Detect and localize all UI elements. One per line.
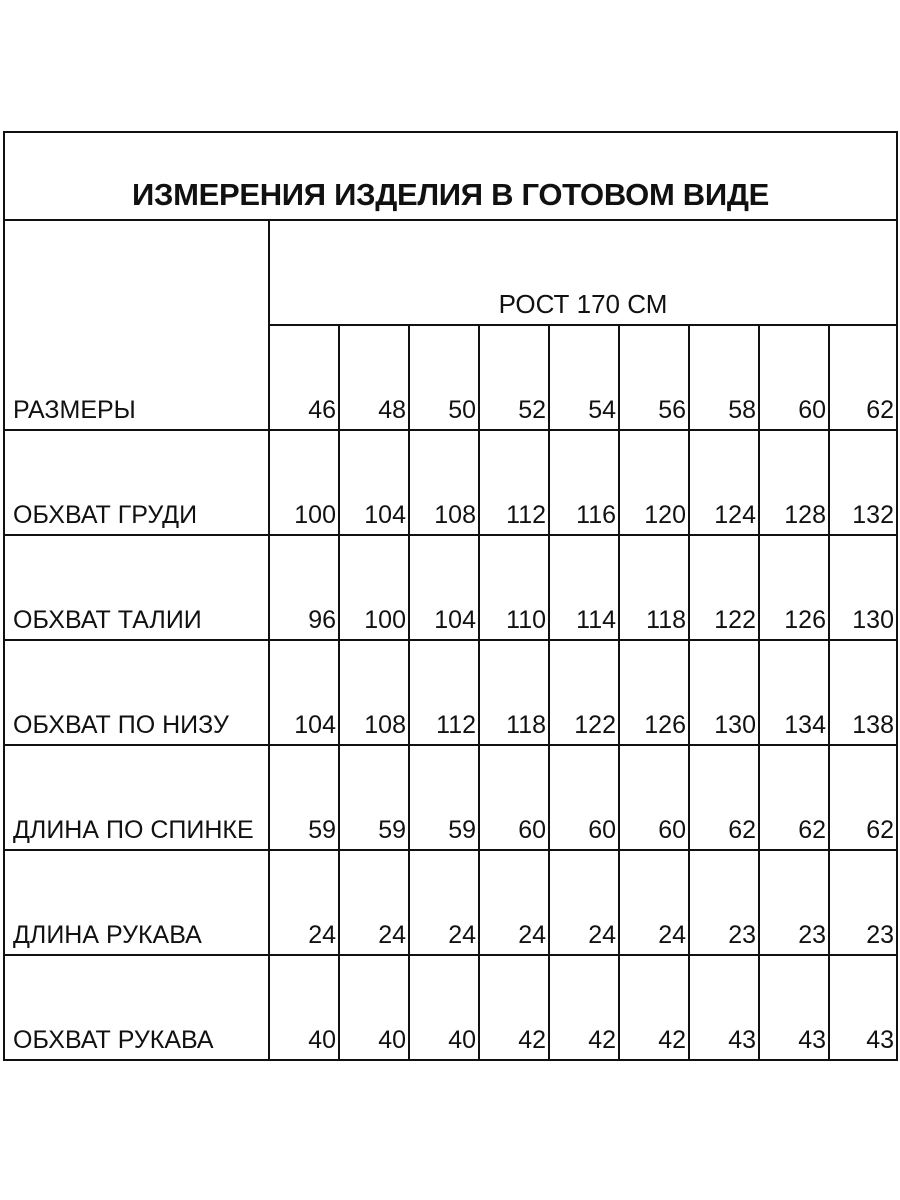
measurement-value: 122	[574, 711, 616, 739]
value-cell	[619, 430, 689, 535]
value-cell	[689, 535, 759, 640]
value-cell	[479, 850, 549, 955]
measurement-value: 23	[866, 921, 894, 949]
value-cell	[619, 640, 689, 745]
size-cell	[339, 325, 409, 430]
value-cell	[829, 850, 897, 955]
value-cell	[759, 850, 829, 955]
measurement-value: 60	[518, 816, 546, 844]
row-label-cell	[4, 535, 269, 640]
measurement-value: 126	[644, 711, 686, 739]
measurement-value: 100	[364, 606, 406, 634]
measurement-value: 59	[308, 816, 336, 844]
measurement-value: 42	[658, 1026, 686, 1054]
table-title	[4, 132, 897, 220]
size-cell	[269, 325, 339, 430]
value-cell	[689, 955, 759, 1060]
measurement-value: 24	[588, 921, 616, 949]
measurement-value: 104	[364, 501, 406, 529]
table-row	[4, 535, 897, 640]
value-cell	[689, 430, 759, 535]
measurement-value: 120	[644, 501, 686, 529]
row-label-cell	[4, 640, 269, 745]
measurements-table-container	[3, 131, 896, 1066]
size-value: 48	[378, 396, 406, 424]
measurement-value: 24	[378, 921, 406, 949]
value-cell	[479, 535, 549, 640]
measurement-value: 62	[728, 816, 756, 844]
measurement-value: 43	[866, 1026, 894, 1054]
measurement-value: 24	[658, 921, 686, 949]
value-cell	[339, 430, 409, 535]
size-value: 56	[658, 396, 686, 424]
row-label: ОБХВАТ ТАЛИИ	[13, 606, 202, 634]
row-label-cell	[4, 430, 269, 535]
measurement-value: 104	[434, 606, 476, 634]
size-value: 52	[518, 396, 546, 424]
measurement-value: 130	[714, 711, 756, 739]
value-cell	[409, 745, 479, 850]
value-cell	[339, 640, 409, 745]
value-cell	[829, 430, 897, 535]
value-cell	[269, 745, 339, 850]
value-cell	[689, 745, 759, 850]
measurement-value: 43	[728, 1026, 756, 1054]
measurement-value: 112	[436, 711, 476, 739]
table-row	[4, 640, 897, 745]
size-cell	[409, 325, 479, 430]
value-cell	[549, 430, 619, 535]
measurement-value: 126	[784, 606, 826, 634]
value-cell	[479, 955, 549, 1060]
value-cell	[829, 745, 897, 850]
size-value: 50	[448, 396, 476, 424]
value-cell	[269, 955, 339, 1060]
measurement-value: 130	[852, 606, 894, 634]
measurements-table	[3, 131, 898, 1061]
value-cell	[269, 430, 339, 535]
measurement-value: 24	[308, 921, 336, 949]
measurement-value: 124	[714, 501, 756, 529]
row-label: ДЛИНА РУКАВА	[13, 921, 202, 949]
measurement-value: 43	[798, 1026, 826, 1054]
title-row	[4, 132, 897, 220]
measurement-value: 42	[518, 1026, 546, 1054]
size-value: 58	[728, 396, 756, 424]
row-label-cell	[4, 850, 269, 955]
measurement-value: 108	[364, 711, 406, 739]
measurement-value: 40	[378, 1026, 406, 1054]
value-cell	[409, 430, 479, 535]
value-cell	[409, 955, 479, 1060]
value-cell	[549, 745, 619, 850]
size-value: 62	[866, 396, 894, 424]
measurement-value: 114	[576, 606, 616, 634]
value-cell	[829, 955, 897, 1060]
size-value: 46	[308, 396, 336, 424]
size-cell	[759, 325, 829, 430]
value-cell	[619, 745, 689, 850]
measurement-value: 116	[576, 501, 616, 529]
measurement-value: 138	[852, 711, 894, 739]
row-label: ОБХВАТ ПО НИЗУ	[13, 711, 229, 739]
table-row	[4, 745, 897, 850]
value-cell	[549, 640, 619, 745]
value-cell	[409, 850, 479, 955]
measurement-value: 40	[448, 1026, 476, 1054]
row-label-cell	[4, 955, 269, 1060]
value-cell	[479, 430, 549, 535]
value-cell	[759, 955, 829, 1060]
measurement-value: 104	[294, 711, 336, 739]
height-header	[269, 220, 897, 325]
measurement-value: 132	[852, 501, 894, 529]
value-cell	[269, 850, 339, 955]
value-cell	[619, 535, 689, 640]
table-row	[4, 850, 897, 955]
value-cell	[269, 640, 339, 745]
size-cell	[829, 325, 897, 430]
measurement-value: 128	[784, 501, 826, 529]
value-cell	[479, 640, 549, 745]
measurement-value: 40	[308, 1026, 336, 1054]
value-cell	[829, 535, 897, 640]
value-cell	[549, 955, 619, 1060]
size-value: 54	[588, 396, 616, 424]
measurement-value: 108	[434, 501, 476, 529]
value-cell	[689, 850, 759, 955]
measurement-value: 62	[798, 816, 826, 844]
height-label: РОСТ 170 СМ	[498, 289, 668, 319]
value-cell	[339, 745, 409, 850]
measurement-value: 100	[294, 501, 336, 529]
size-cell	[549, 325, 619, 430]
sizes-label: РАЗМЕРЫ	[13, 396, 136, 424]
measurement-value: 23	[728, 921, 756, 949]
table-row	[4, 430, 897, 535]
value-cell	[689, 640, 759, 745]
value-cell	[759, 430, 829, 535]
size-value: 60	[798, 396, 826, 424]
value-cell	[759, 535, 829, 640]
measurement-value: 59	[378, 816, 406, 844]
value-cell	[339, 955, 409, 1060]
measurement-value: 122	[714, 606, 756, 634]
value-cell	[549, 850, 619, 955]
size-cell	[619, 325, 689, 430]
height-row	[4, 220, 897, 325]
value-cell	[549, 535, 619, 640]
value-cell	[339, 850, 409, 955]
measurement-value: 24	[518, 921, 546, 949]
measurement-value: 23	[798, 921, 826, 949]
value-cell	[269, 535, 339, 640]
measurement-value: 134	[784, 711, 826, 739]
measurement-value: 60	[588, 816, 616, 844]
value-cell	[619, 850, 689, 955]
sizes-label-cell	[4, 220, 269, 430]
size-cell	[479, 325, 549, 430]
row-label: ОБХВАТ ГРУДИ	[13, 501, 198, 529]
value-cell	[829, 640, 897, 745]
measurement-value: 62	[866, 816, 894, 844]
value-cell	[759, 640, 829, 745]
measurement-value: 118	[646, 606, 686, 634]
measurement-value: 110	[506, 606, 546, 634]
value-cell	[409, 640, 479, 745]
value-cell	[759, 745, 829, 850]
measurement-value: 112	[506, 501, 546, 529]
measurement-value: 60	[658, 816, 686, 844]
row-label: ДЛИНА ПО СПИНКЕ	[13, 816, 254, 844]
measurement-value: 118	[506, 711, 546, 739]
measurement-value: 24	[448, 921, 476, 949]
table-row	[4, 955, 897, 1060]
value-cell	[409, 535, 479, 640]
value-cell	[479, 745, 549, 850]
measurement-value: 59	[448, 816, 476, 844]
value-cell	[619, 955, 689, 1060]
row-label-cell	[4, 745, 269, 850]
measurement-value: 96	[308, 606, 336, 634]
size-cell	[689, 325, 759, 430]
row-label: ОБХВАТ РУКАВА	[13, 1026, 214, 1054]
value-cell	[339, 535, 409, 640]
table-title-text: ИЗМЕРЕНИЯ ИЗДЕЛИЯ В ГОТОВОМ ВИДЕ	[131, 177, 770, 212]
measurement-value: 42	[588, 1026, 616, 1054]
